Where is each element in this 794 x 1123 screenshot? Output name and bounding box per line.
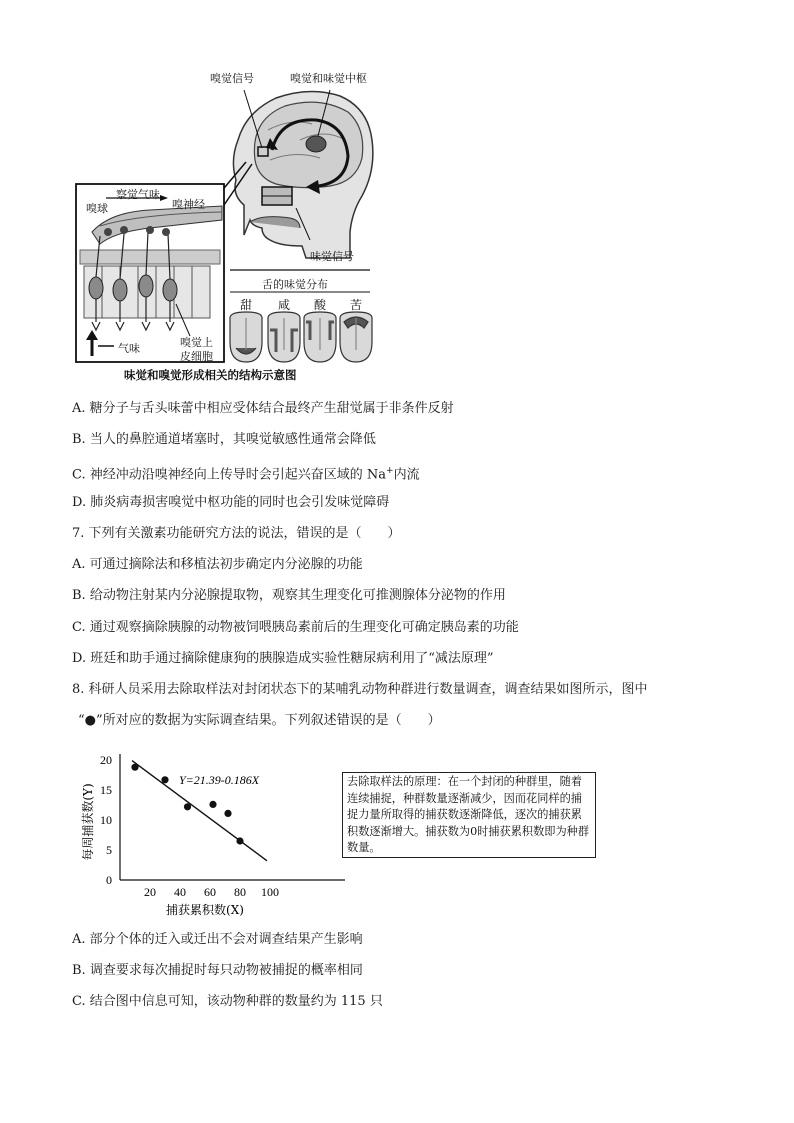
data-point [184,803,191,810]
y-tick-label: 10 [100,813,112,827]
taste-salty: 咸 [278,298,291,312]
taste-sour: 酸 [314,298,327,312]
q7-option-b: B. 给动物注射某内分泌腺提取物，观察其生理变化可推测腺体分泌物的作用 [72,588,506,603]
label-detect-odor: 察觉气味 [116,188,160,201]
q8-option-a: A. 部分个体的迁入或迁出不会对调查结果产生影响 [72,932,363,947]
y-tick-label: 5 [106,843,112,857]
data-point [161,776,168,783]
data-point [131,764,138,771]
q7-option-d: D. 班廷和助手通过摘除健康狗的胰腺造成实验性糖尿病利用了“减法原理” [72,651,494,666]
taste-bitter: 苦 [350,298,363,312]
data-point [236,837,243,844]
label-taste-signal: 味觉信号 [310,250,354,263]
x-tick-label: 20 [144,885,156,899]
x-tick-label: 60 [204,885,216,899]
q6-option-c-text: C. 神经冲动沿嗅神经向上传导时会引起兴奋区域的 Na [72,467,387,483]
q8-option-c: C. 结合图中信息可知，该动物种群的数量约为 115 只 [72,994,383,1009]
q7-option-a: A. 可通过摘除法和移植法初步确定内分泌腺的功能 [72,557,363,572]
y-axis-label: 每周捕获数(Y) [81,783,95,861]
x-tick-label: 80 [234,885,246,899]
label-smell-signal: 嗅觉信号 [210,72,254,85]
label-center: 嗅觉和味觉中枢 [290,72,367,85]
label-odor: 气味 [118,342,140,355]
figure-caption: 味觉和嗅觉形成相关的结构示意图 [124,368,297,382]
method-note-box: 去除取样法的原理：在一个封闭的种群里，随着连续捕捉，种群数量逐渐减少，因而花同样的捕捉力量所取得的捕获数逐渐降低，逐次的捕获累积数逐渐增大。捕获数为0时捕获累积数即为种群数量。 [342,772,596,858]
q8-stem-line2: “●”所对应的数据为实际调查结果。下列叙述错误的是（ ） [78,713,441,728]
data-point [209,801,216,808]
q8-stem-line1: 8. 科研人员采用去除取样法对封闭状态下的某哺乳动物种群进行数量调查，调查结果如图所示，图中 [72,682,648,697]
capture-scatter-chart [0,740,360,920]
q8-option-b: B. 调查要求每次捕捉时每只动物被捕捉的概率相同 [72,963,363,978]
y-tick-label: 0 [106,873,112,887]
label-epithelial-1: 嗅觉上 [180,336,213,349]
y-tick-label: 20 [100,753,112,767]
x-tick-label: 100 [261,885,279,899]
label-epithelial-2: 皮细胞 [180,350,213,363]
q6-option-c-tail: 内流 [393,467,420,483]
label-nerve: 嗅神经 [172,198,205,211]
q7-stem: 7. 下列有关激素功能研究方法的说法，错误的是（ ） [72,526,401,541]
q6-option-c-sup: + [386,466,394,476]
q6-option-c [72,462,420,484]
y-tick-label: 15 [100,783,112,797]
q6-option-a: A. 糖分子与舌头味蕾中相应受体结合最终产生甜觉属于非条件反射 [72,401,454,416]
taste-sweet: 甜 [240,298,253,312]
x-tick-label: 40 [174,885,186,899]
x-axis-label: 捕获累积数(X) [166,903,244,917]
tongue-title: 舌的味觉分布 [262,278,328,291]
data-point [224,810,231,817]
label-bulb: 嗅球 [86,202,108,215]
q6-option-b: B. 当人的鼻腔通道堵塞时，其嗅觉敏感性通常会降低 [72,432,376,447]
q7-option-c: C. 通过观察摘除胰腺的动物被饲喂胰岛素前后的生理变化可确定胰岛素的功能 [72,620,519,635]
equation-label: Y=21.39-0.186X [179,772,260,787]
q6-option-d: D. 肺炎病毒损害嗅觉中枢功能的同时也会引发味觉障碍 [72,495,390,510]
